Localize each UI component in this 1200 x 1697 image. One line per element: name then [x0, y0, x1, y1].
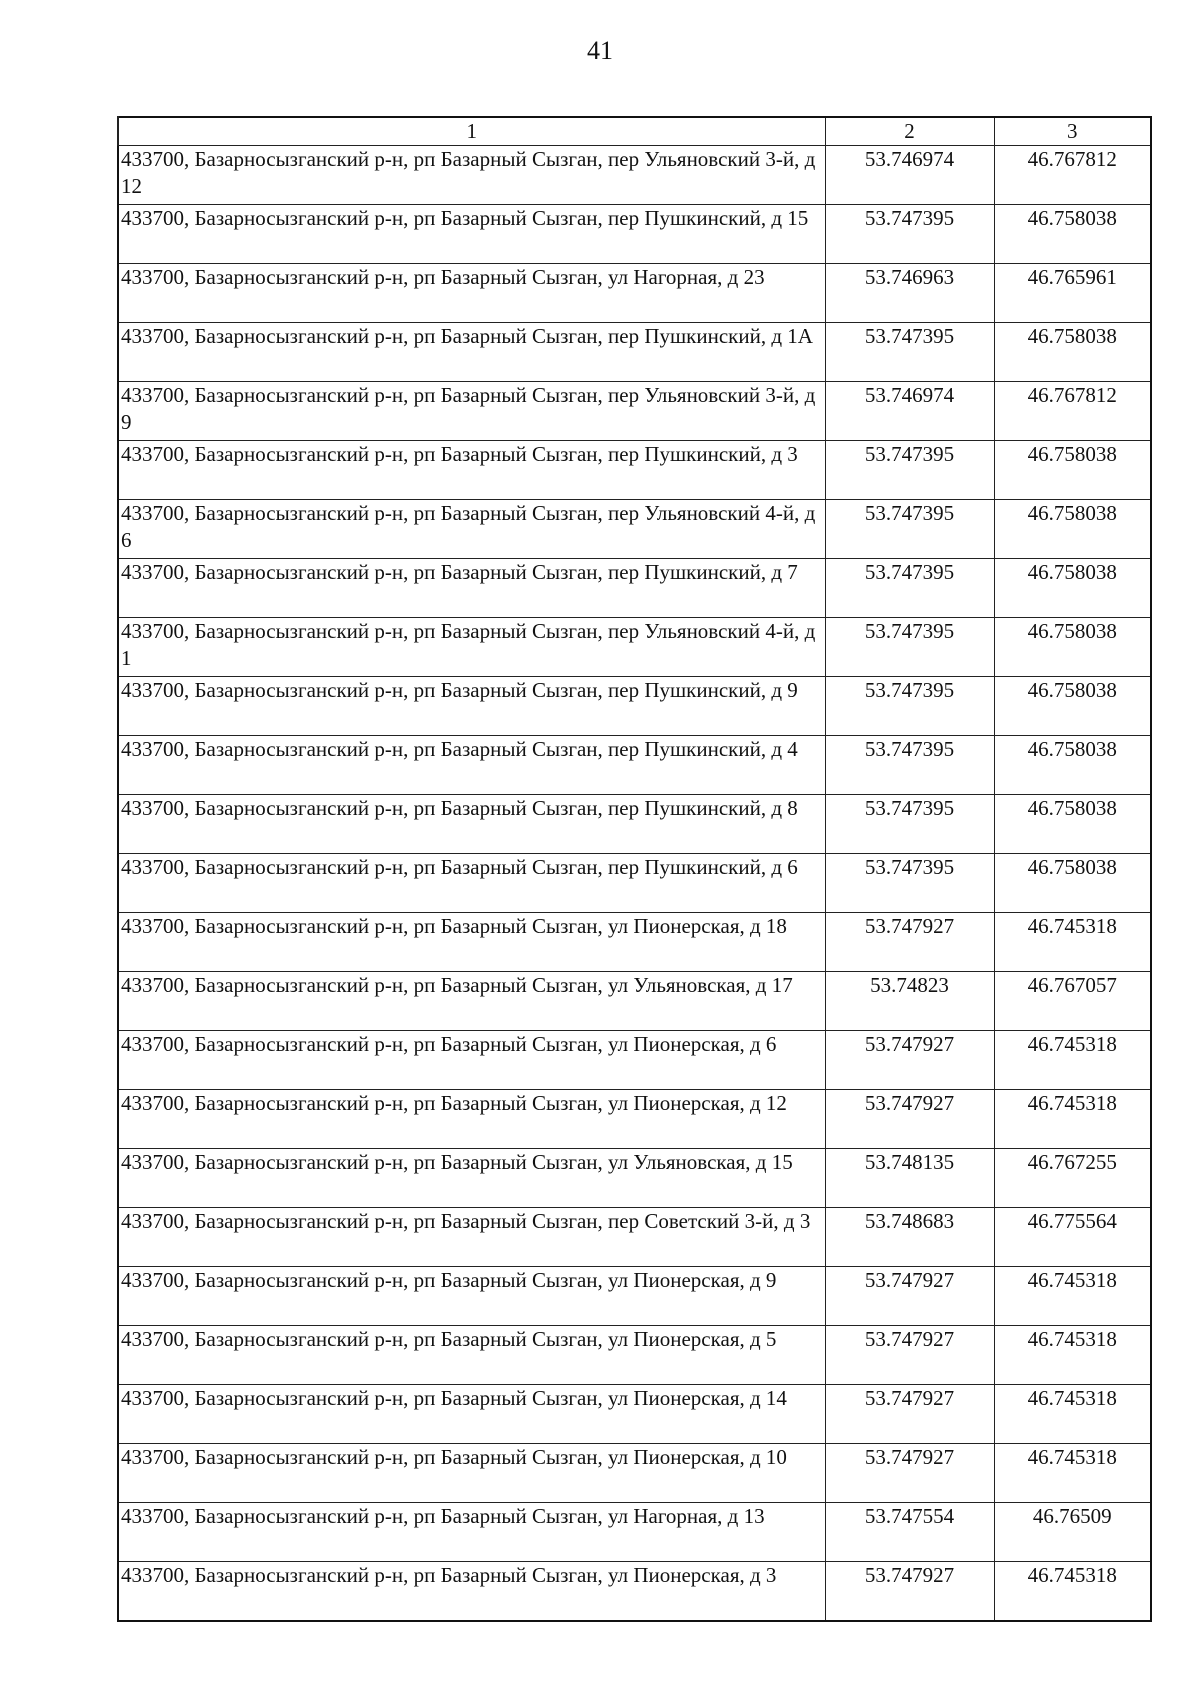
longitude-cell: 46.76509	[994, 1503, 1151, 1562]
latitude-cell: 53.748135	[825, 1149, 994, 1208]
longitude-cell: 46.767057	[994, 972, 1151, 1031]
table-row	[118, 972, 1151, 1031]
table-row	[118, 1444, 1151, 1503]
longitude-cell: 46.745318	[994, 1031, 1151, 1090]
table-row	[118, 795, 1151, 854]
address-cell: 433700, Базарносызганский р-н, рп Базарный Сызган, пер Советский 3-й, д 3	[118, 1208, 825, 1267]
longitude-cell: 46.745318	[994, 1326, 1151, 1385]
column-header-longitude: 3	[994, 117, 1151, 146]
table-row	[118, 1031, 1151, 1090]
page-number: 41	[587, 36, 613, 65]
longitude-cell: 46.775564	[994, 1208, 1151, 1267]
table-row	[118, 1208, 1151, 1267]
longitude-cell: 46.745318	[994, 1562, 1151, 1622]
table-row	[118, 618, 1151, 677]
address-cell: 433700, Базарносызганский р-н, рп Базарный Сызган, ул Пионерская, д 3	[118, 1562, 825, 1622]
longitude-cell: 46.758038	[994, 559, 1151, 618]
address-cell: 433700, Базарносызганский р-н, рп Базарный Сызган, ул Пионерская, д 12	[118, 1090, 825, 1149]
address-cell: 433700, Базарносызганский р-н, рп Базарный Сызган, ул Пионерская, д 10	[118, 1444, 825, 1503]
table-row	[118, 500, 1151, 559]
latitude-cell: 53.747395	[825, 677, 994, 736]
address-cell: 433700, Базарносызганский р-н, рп Базарный Сызган, пер Пушкинский, д 15	[118, 205, 825, 264]
table-row	[118, 677, 1151, 736]
latitude-cell: 53.747927	[825, 1031, 994, 1090]
longitude-cell: 46.767812	[994, 382, 1151, 441]
latitude-cell: 53.748683	[825, 1208, 994, 1267]
latitude-cell: 53.747395	[825, 500, 994, 559]
table-row	[118, 146, 1151, 205]
latitude-cell: 53.747554	[825, 1503, 994, 1562]
address-cell: 433700, Базарносызганский р-н, рп Базарный Сызган, ул Пионерская, д 5	[118, 1326, 825, 1385]
table-row	[118, 441, 1151, 500]
latitude-cell: 53.747927	[825, 1562, 994, 1622]
address-cell: 433700, Базарносызганский р-н, рп Базарный Сызган, пер Ульяновский 4-й, д 1	[118, 618, 825, 677]
address-cell: 433700, Базарносызганский р-н, рп Базарный Сызган, пер Пушкинский, д 1А	[118, 323, 825, 382]
table-header-row	[118, 117, 1151, 146]
longitude-cell: 46.758038	[994, 795, 1151, 854]
longitude-cell: 46.758038	[994, 736, 1151, 795]
longitude-cell: 46.758038	[994, 500, 1151, 559]
latitude-cell: 53.747395	[825, 854, 994, 913]
address-cell: 433700, Базарносызганский р-н, рп Базарный Сызган, ул Нагорная, д 23	[118, 264, 825, 323]
table-row	[118, 382, 1151, 441]
table-row	[118, 264, 1151, 323]
latitude-cell: 53.747395	[825, 559, 994, 618]
latitude-cell: 53.746974	[825, 382, 994, 441]
address-cell: 433700, Базарносызганский р-н, рп Базарный Сызган, ул Нагорная, д 13	[118, 1503, 825, 1562]
table-row	[118, 323, 1151, 382]
longitude-cell: 46.745318	[994, 913, 1151, 972]
address-cell: 433700, Базарносызганский р-н, рп Базарный Сызган, пер Пушкинский, д 9	[118, 677, 825, 736]
address-cell: 433700, Базарносызганский р-н, рп Базарный Сызган, пер Пушкинский, д 8	[118, 795, 825, 854]
table-row	[118, 1385, 1151, 1444]
column-header-latitude: 2	[825, 117, 994, 146]
longitude-cell: 46.745318	[994, 1444, 1151, 1503]
longitude-cell: 46.767255	[994, 1149, 1151, 1208]
table-row	[118, 1326, 1151, 1385]
table-row	[118, 1503, 1151, 1562]
address-cell: 433700, Базарносызганский р-н, рп Базарный Сызган, ул Пионерская, д 14	[118, 1385, 825, 1444]
table-row	[118, 1562, 1151, 1622]
address-cell: 433700, Базарносызганский р-н, рп Базарный Сызган, пер Ульяновский 3-й, д 9	[118, 382, 825, 441]
longitude-cell: 46.758038	[994, 323, 1151, 382]
address-cell: 433700, Базарносызганский р-н, рп Базарный Сызган, пер Ульяновский 3-й, д 12	[118, 146, 825, 205]
longitude-cell: 46.758038	[994, 677, 1151, 736]
latitude-cell: 53.747927	[825, 1385, 994, 1444]
table-row	[118, 559, 1151, 618]
address-cell: 433700, Базарносызганский р-н, рп Базарный Сызган, ул Пионерская, д 9	[118, 1267, 825, 1326]
address-cell: 433700, Базарносызганский р-н, рп Базарный Сызган, ул Ульяновская, д 17	[118, 972, 825, 1031]
address-cell: 433700, Базарносызганский р-н, рп Базарный Сызган, ул Пионерская, д 18	[118, 913, 825, 972]
latitude-cell: 53.74823	[825, 972, 994, 1031]
longitude-cell: 46.758038	[994, 205, 1151, 264]
longitude-cell: 46.758038	[994, 854, 1151, 913]
latitude-cell: 53.747927	[825, 1267, 994, 1326]
latitude-cell: 53.747395	[825, 618, 994, 677]
longitude-cell: 46.758038	[994, 441, 1151, 500]
latitude-cell: 53.747927	[825, 1444, 994, 1503]
table-row	[118, 1267, 1151, 1326]
address-cell: 433700, Базарносызганский р-н, рп Базарный Сызган, пер Пушкинский, д 4	[118, 736, 825, 795]
longitude-cell: 46.758038	[994, 618, 1151, 677]
latitude-cell: 53.747395	[825, 441, 994, 500]
latitude-cell: 53.747927	[825, 913, 994, 972]
table-row	[118, 1149, 1151, 1208]
longitude-cell: 46.745318	[994, 1385, 1151, 1444]
address-cell: 433700, Базарносызганский р-н, рп Базарный Сызган, ул Пионерская, д 6	[118, 1031, 825, 1090]
address-cell: 433700, Базарносызганский р-н, рп Базарный Сызган, пер Ульяновский 4-й, д 6	[118, 500, 825, 559]
latitude-cell: 53.747395	[825, 795, 994, 854]
table-row	[118, 205, 1151, 264]
address-cell: 433700, Базарносызганский р-н, рп Базарный Сызган, пер Пушкинский, д 3	[118, 441, 825, 500]
table-row	[118, 913, 1151, 972]
longitude-cell: 46.745318	[994, 1267, 1151, 1326]
longitude-cell: 46.745318	[994, 1090, 1151, 1149]
address-coordinates-table	[117, 116, 1152, 1622]
latitude-cell: 53.746974	[825, 146, 994, 205]
latitude-cell: 53.747927	[825, 1090, 994, 1149]
longitude-cell: 46.765961	[994, 264, 1151, 323]
latitude-cell: 53.747395	[825, 736, 994, 795]
address-cell: 433700, Базарносызганский р-н, рп Базарный Сызган, ул Ульяновская, д 15	[118, 1149, 825, 1208]
address-cell: 433700, Базарносызганский р-н, рп Базарный Сызган, пер Пушкинский, д 7	[118, 559, 825, 618]
table-row	[118, 1090, 1151, 1149]
table-row	[118, 854, 1151, 913]
latitude-cell: 53.747927	[825, 1326, 994, 1385]
column-header-address: 1	[118, 117, 825, 146]
latitude-cell: 53.747395	[825, 323, 994, 382]
latitude-cell: 53.746963	[825, 264, 994, 323]
latitude-cell: 53.747395	[825, 205, 994, 264]
table-row	[118, 736, 1151, 795]
longitude-cell: 46.767812	[994, 146, 1151, 205]
address-cell: 433700, Базарносызганский р-н, рп Базарный Сызган, пер Пушкинский, д 6	[118, 854, 825, 913]
